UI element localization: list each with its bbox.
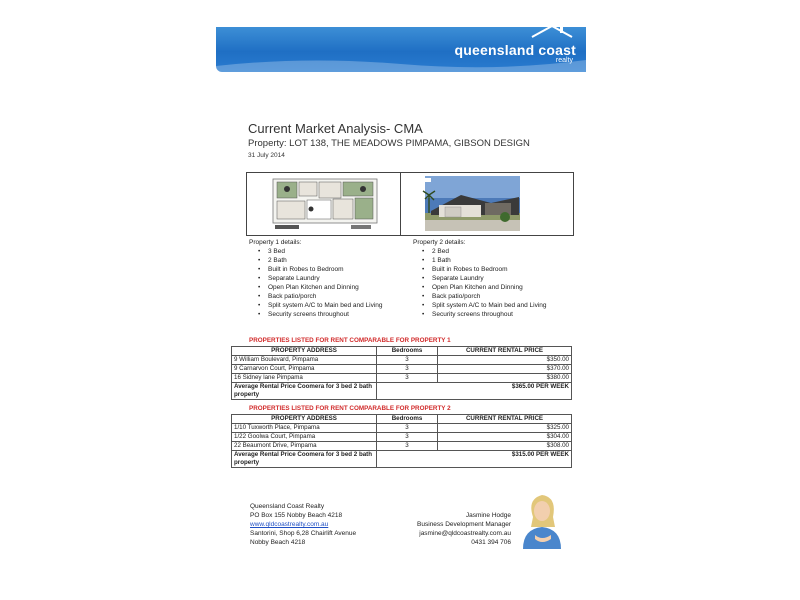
agent-contact <box>398 511 511 547</box>
house-render-drawing <box>401 173 573 235</box>
average-row <box>232 383 572 400</box>
average-value: $365.00 PER WEEK <box>377 383 572 400</box>
header-bedrooms: Bedrooms <box>377 347 438 356</box>
feature-item: • Security screens throughout <box>268 310 399 319</box>
property-1-details <box>249 238 399 319</box>
feature-item: • Built in Robes to Bedroom <box>432 265 573 274</box>
property-line: Property: LOT 138, THE MEADOWS PIMPAMA, GIBSON DESIGN <box>248 138 530 149</box>
section-1-table <box>231 346 572 400</box>
feature-item: • Security screens throughout <box>432 310 573 319</box>
bedrooms-cell: 3 <box>377 374 438 383</box>
average-row <box>232 451 572 468</box>
floor-plan-image <box>246 172 401 236</box>
section-2-heading: PROPERTIES LISTED FOR RENT COMPARABLE FOR PROPERTY 2 <box>249 405 451 412</box>
feature-item: • Open Plan Kitchen and Dinning <box>432 283 573 292</box>
feature-item: • Split system A/C to Main bed and Living <box>432 301 573 310</box>
feature-item: • Separate Laundry <box>432 274 573 283</box>
price-cell: $325.00 <box>438 424 572 433</box>
feature-item: • Back patio/porch <box>432 292 573 301</box>
address-cell: 1/22 Goolwa Court, Pimpama <box>232 433 377 442</box>
house-photo <box>400 172 574 236</box>
table-header-row <box>232 415 572 424</box>
price-cell: $308.00 <box>438 442 572 451</box>
brand-logo <box>455 33 576 65</box>
company-contact <box>250 502 356 547</box>
website-link[interactable]: www.qldcoastrealty.com.au <box>250 521 329 528</box>
feature-item: • Built in Robes to Bedroom <box>268 265 399 274</box>
property-2-details <box>413 238 573 319</box>
property-1-heading: Property 1 details: <box>249 239 302 246</box>
table-row <box>232 374 572 383</box>
price-cell: $380.00 <box>438 374 572 383</box>
po-box: PO Box 155 Nobby Beach 4218 <box>250 512 343 519</box>
section-1-heading: PROPERTIES LISTED FOR RENT COMPARABLE FOR PROPERTY 1 <box>249 337 451 344</box>
table-row <box>232 356 572 365</box>
average-label: Average Rental Price Coomera for 3 bed 2 bath property <box>232 383 377 400</box>
agent-phone: 0431 394 706 <box>471 539 511 546</box>
section-2-table <box>231 414 572 468</box>
header-banner <box>216 27 586 72</box>
header-price: CURRENT RENTAL PRICE <box>438 347 572 356</box>
bedrooms-cell: 3 <box>377 433 438 442</box>
address-cell: 9 Carnarvon Court, Pimpama <box>232 365 377 374</box>
agent-name: Jasmine Hodge <box>465 512 511 519</box>
feature-item: • Open Plan Kitchen and Dinning <box>268 283 399 292</box>
bedrooms-cell: 3 <box>377 424 438 433</box>
average-value: $315.00 PER WEEK <box>377 451 572 468</box>
feature-item: • 2 Bed <box>432 247 573 256</box>
agent-role: Business Development Manager <box>417 521 511 528</box>
property-1-feature-list <box>249 247 399 319</box>
table-row <box>232 433 572 442</box>
bedrooms-cell: 3 <box>377 365 438 374</box>
table-header-row <box>232 347 572 356</box>
table-row <box>232 365 572 374</box>
feature-item: • 3 Bed <box>268 247 399 256</box>
agent-photo <box>517 487 567 549</box>
floor-plan-drawing <box>247 173 400 235</box>
header-bedrooms: Bedrooms <box>377 415 438 424</box>
feature-item: • Separate Laundry <box>268 274 399 283</box>
agent-email[interactable]: jasmine@qldcoastrealty.com.au <box>419 530 511 537</box>
feature-item: • Back patio/porch <box>268 292 399 301</box>
average-label: Average Rental Price Coomera for 3 bed 2 bath property <box>232 451 377 468</box>
table-row <box>232 442 572 451</box>
price-cell: $370.00 <box>438 365 572 374</box>
header-address: PROPERTY ADDRESS <box>232 347 377 356</box>
header-address: PROPERTY ADDRESS <box>232 415 377 424</box>
bedrooms-cell: 3 <box>377 442 438 451</box>
address-cell: 1/10 Tuxworth Place, Pimpama <box>232 424 377 433</box>
address-cell: 9 William Boulevard, Pimpama <box>232 356 377 365</box>
suburb: Nobby Beach 4218 <box>250 539 306 546</box>
page-title: Current Market Analysis- CMA <box>248 121 423 136</box>
document-date: 31 July 2014 <box>248 152 285 159</box>
price-cell: $304.00 <box>438 433 572 442</box>
feature-item: • 2 Bath <box>268 256 399 265</box>
feature-item: • 1 Bath <box>432 256 573 265</box>
bedrooms-cell: 3 <box>377 356 438 365</box>
address-cell: 22 Beaumont Drive, Pimpama <box>232 442 377 451</box>
table-row <box>232 424 572 433</box>
street-address: Santorini, Shop 6,28 Chairlift Avenue <box>250 530 357 537</box>
property-2-heading: Property 2 details: <box>413 239 466 246</box>
feature-item: • Split system A/C to Main bed and Living <box>268 301 399 310</box>
property-2-feature-list <box>413 247 573 319</box>
header-price: CURRENT RENTAL PRICE <box>438 415 572 424</box>
address-cell: 16 Sidney lane Pimpama <box>232 374 377 383</box>
price-cell: $350.00 <box>438 356 572 365</box>
brand-sub: realty <box>555 57 573 64</box>
brand-name: queensland coast <box>454 42 576 58</box>
company-name: Queensland Coast Realty <box>250 503 325 510</box>
